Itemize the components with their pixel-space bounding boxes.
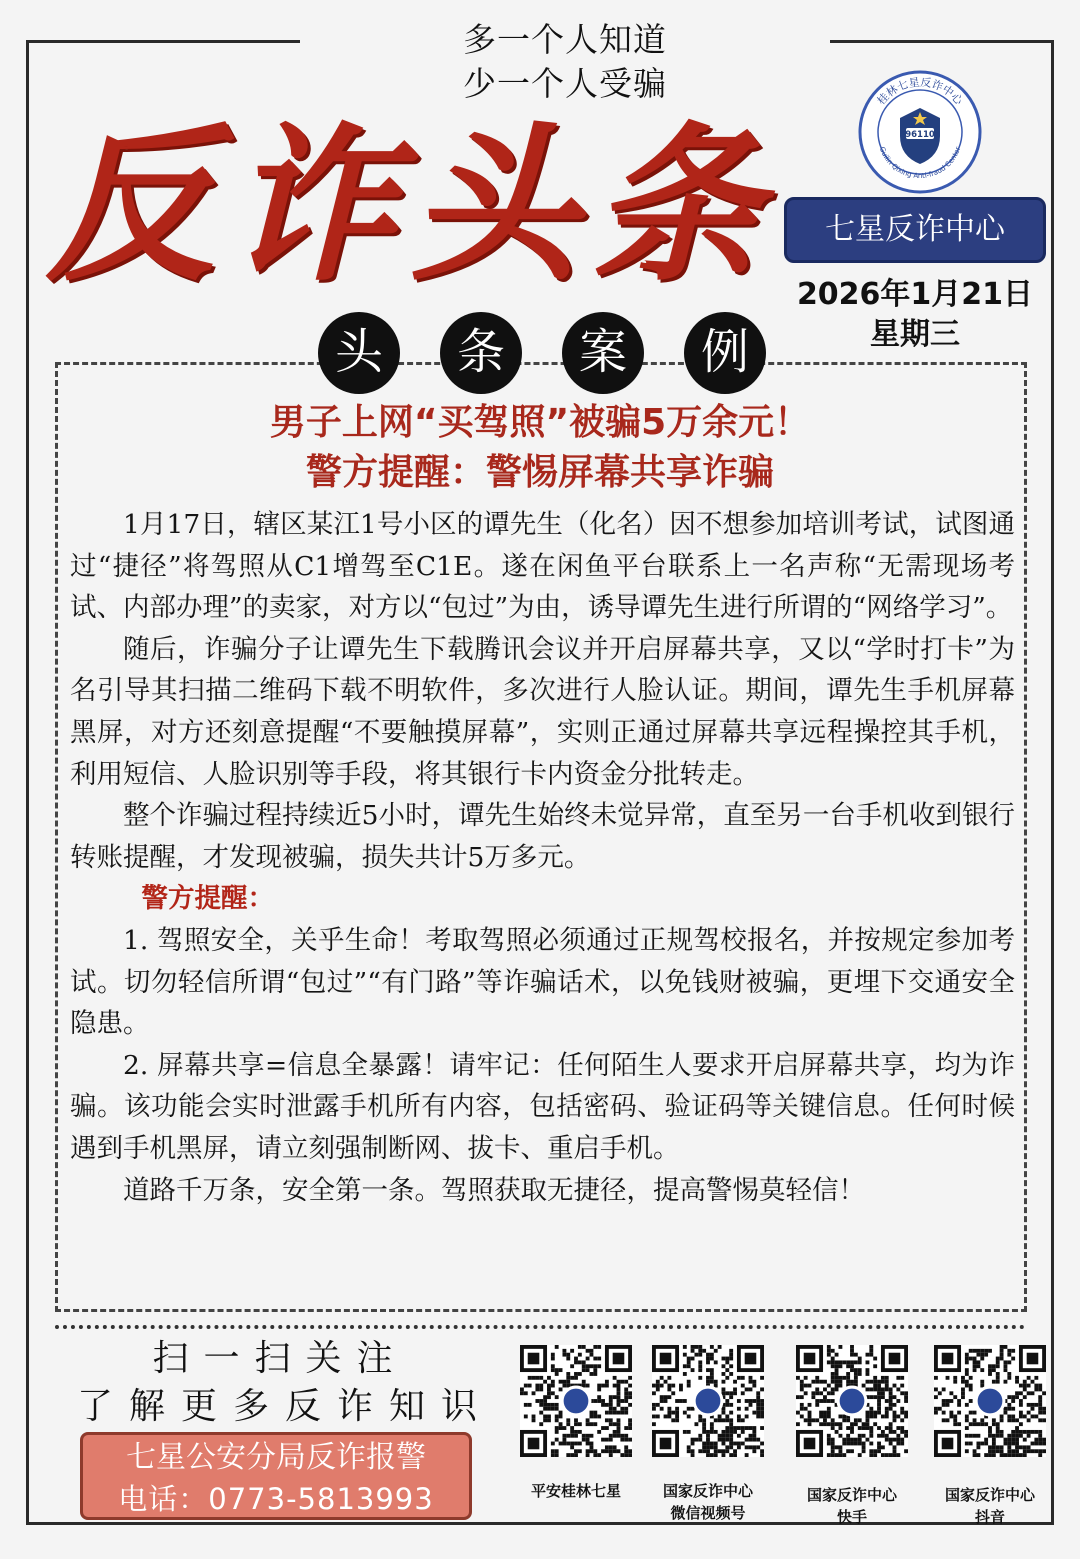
section-circle: 例 [684,312,766,394]
slogan-right: 少一个人受骗 [463,64,667,103]
section-circle: 案 [562,312,644,394]
footer-divider [55,1325,1025,1329]
douyin-qr-code-icon[interactable] [934,1345,1046,1457]
section-circle: 条 [440,312,522,394]
warning-tip: 2. 屏幕共享=信息全暴露！请牢记：任何陌生人要求开启屏幕共享，均为诈骗。该功能会实时泄露手机所有内容，包括密码、验证码等关键信息。任何时候遇到手机黑屏，请立刻强制断网、拔卡、重启手机。 [70,1049,1015,1164]
qr-caption: 平安桂林七星 [530,1482,621,1500]
qr-code-icon[interactable] [652,1345,764,1457]
article-paragraph: 随后，诈骗分子让谭先生下载腾讯会议并开启屏幕共享，又以“学时打卡”为名引导其扫描二维码下载不明软件，多次进行人脸认证。期间，谭先生手机屏幕黑屏，对方还刻意提醒“不要触摸屏幕”，实则正通过屏幕共享远程操控其手机，利用短信、人脸识别等手段，将其银行卡内资金分批转走。 [70,633,1015,790]
article-paragraph: 1月17日，辖区某江1号小区的谭先生（化名）因不想参加培训考试，试图通过“捷径”将驾照从C1增驾至C1E。遂在闲鱼平台联系上一名声称“无需现场考试、内部办理”的卖家，对方以“包过”为由，诱导谭先生进行所谓的“网络学习”。 [70,509,1015,624]
qr-caption: 国家反诈中心 快手 [806,1486,897,1526]
closing-slogan: 道路千万条，安全第一条。驾照获取无捷径，提高警惕莫轻信！ [123,1174,865,1206]
qr-code-icon[interactable] [796,1345,908,1457]
seal-text-cn: 桂林七星反诈中心 [874,75,966,108]
warning-title: 警方提醒： [141,883,275,915]
article-paragraph: 整个诈骗过程持续近5小时，谭先生始终未觉异常，直至另一台手机收到银行转账提醒，才发现被骗，损失共计5万多元。 [70,800,1015,873]
slogan [300,18,830,103]
article-headline: 男子上网“买驾照”被骗5万余元！ [269,402,811,443]
anti-fraud-center-seal-icon [858,70,982,194]
report-hotline-box [80,1432,472,1520]
report-title: 七星公安分局反诈报警 [126,1440,426,1475]
scan-prompt: 扫一扫关注 [152,1338,408,1379]
issue-date: 2026年1月21日 [796,277,1034,312]
qr-caption: 国家反诈中心 抖音 [944,1486,1035,1526]
section-title-circles [318,312,766,392]
center-name-badge: 七星反诈中心 [784,197,1046,263]
qr-caption: 国家反诈中心 微信视频号 [662,1482,753,1522]
seal-text-en: Guilin Qixing Anti-fraud Center [877,145,963,181]
issue-weekday: 星期三 [870,317,960,352]
article-subheadline: 警方提醒：警惕屏幕共享诈骗 [305,452,774,493]
seal-number: 96110 [905,130,935,140]
qr-code-icon[interactable] [520,1345,632,1457]
report-phone[interactable]: 电话：0773-5813993 [118,1482,434,1516]
slogan-left: 多一个人知道 [463,20,667,59]
warning-tip: 1. 驾照安全，关乎生命！考取驾照必须通过正规驾校报名，并按规定参加考试。切勿轻信所谓“包过”“有门路”等诈骗话术，以免钱财被骗，更埋下交通安全隐患。 [70,924,1015,1040]
section-circle: 头 [318,312,400,394]
scan-subprompt: 了解更多反诈知识 [76,1386,493,1427]
masthead-title: 反诈头条 [46,106,774,304]
article-body [70,504,1015,1211]
